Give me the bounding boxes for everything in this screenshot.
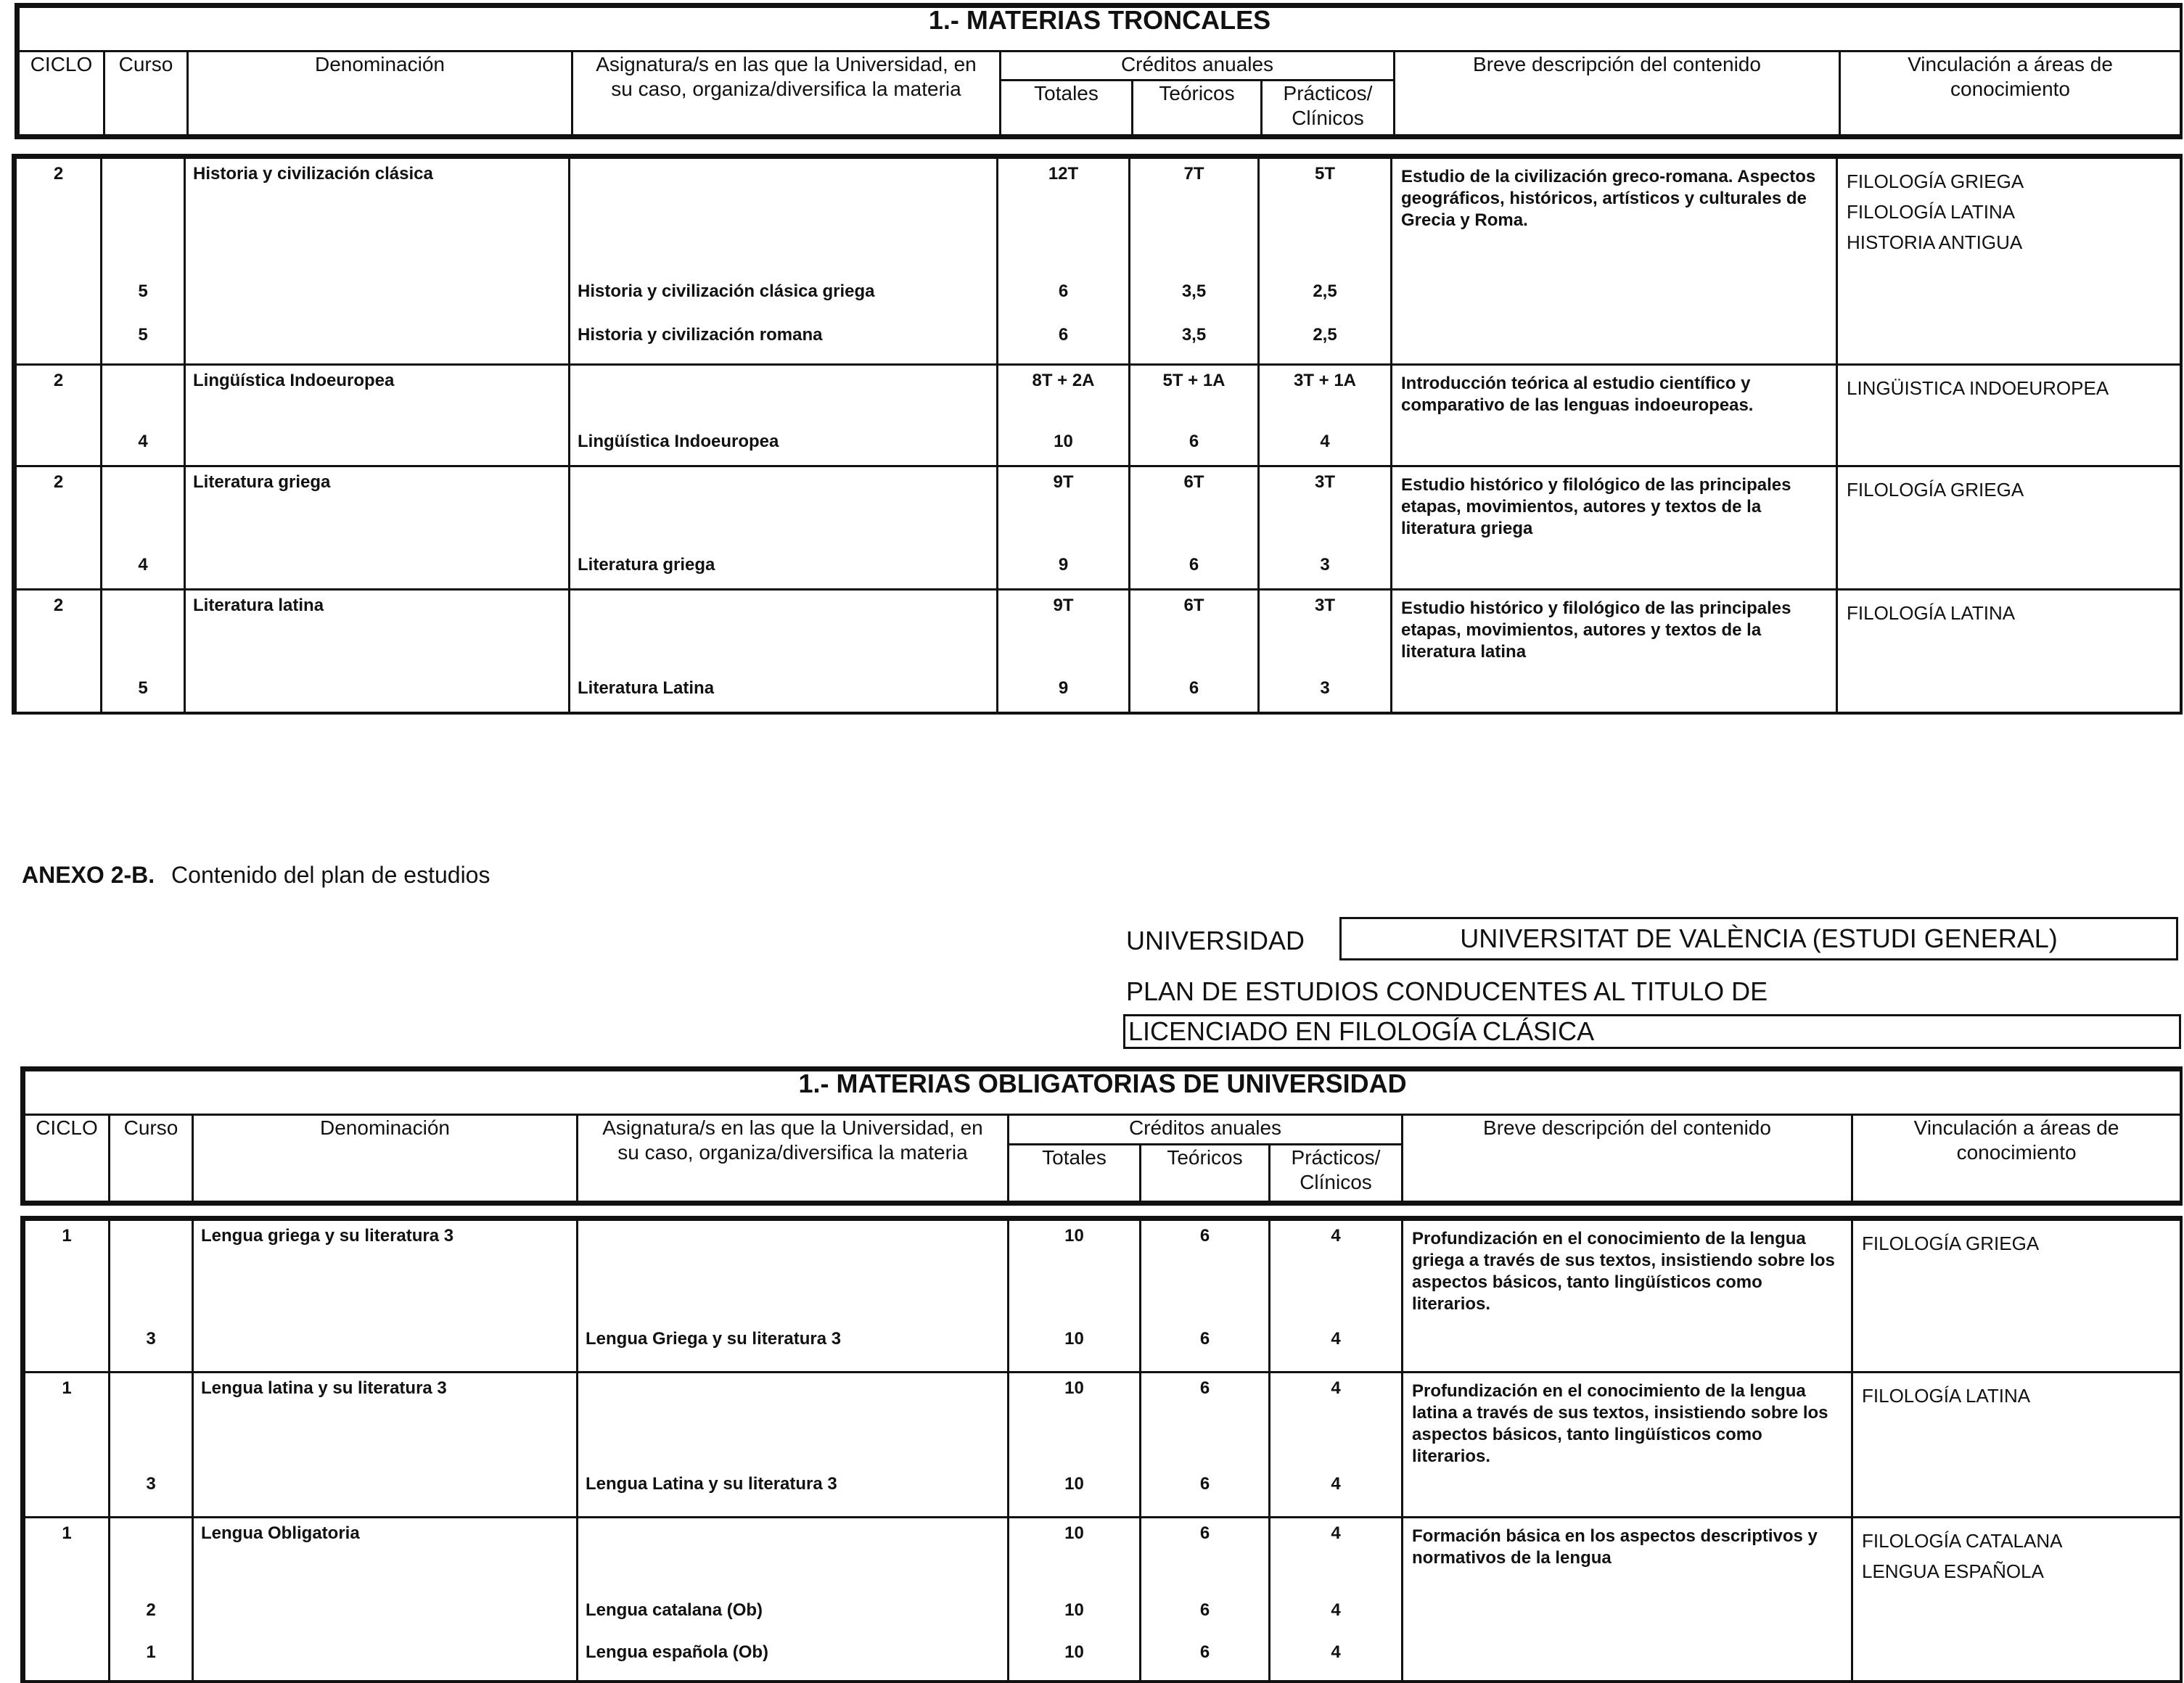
practicos-cell xyxy=(1270,1373,1403,1518)
sub-curso-value: 4 xyxy=(138,432,148,451)
obligatorias-header xyxy=(20,1066,2183,1206)
sub-teoricos-value: 6 xyxy=(1199,1474,1210,1494)
sub-practicos-value: 3 xyxy=(1320,555,1330,575)
ciclo-cell xyxy=(25,1373,110,1518)
subject-group xyxy=(16,158,2181,365)
descripcion-cell xyxy=(1392,158,1837,365)
ciclo-cell xyxy=(25,1518,110,1682)
subject-group xyxy=(25,1373,2181,1518)
descripcion-text: Introducción teórica al estudio científico y comparativo de las lenguas indoeuropeas. xyxy=(1401,374,1754,415)
header-descripcion: Breve descripción del contenido xyxy=(1395,52,1840,136)
sub-teoricos-value: 6 xyxy=(1199,1329,1210,1349)
ciclo-value: 1 xyxy=(62,1226,72,1246)
denominacion-value: Lingüística Indoeuropea xyxy=(193,371,395,390)
header-practicos: Prácticos/ Clínicos xyxy=(1270,1145,1403,1202)
ciclo-value: 1 xyxy=(62,1523,72,1543)
curso-cell xyxy=(102,158,185,365)
subject-group xyxy=(25,1220,2181,1373)
teoricos-value: 6 xyxy=(1199,1226,1210,1246)
descripcion-cell xyxy=(1392,590,1837,713)
ciclo-value: 2 xyxy=(53,596,64,615)
practicos-value: 4 xyxy=(1331,1523,1341,1543)
header-practicos: Prácticos/ Clínicos xyxy=(1262,80,1395,135)
practicos-cell xyxy=(1259,158,1392,365)
denominacion-value: Lengua Obligatoria xyxy=(201,1523,360,1543)
sub-curso-value: 3 xyxy=(146,1329,156,1349)
curso-cell xyxy=(102,466,185,590)
vinculacion-cell xyxy=(1852,1373,2181,1518)
teoricos-cell xyxy=(1130,590,1259,713)
totales-value: 10 xyxy=(1064,1378,1084,1398)
header-vinculacion: Vinculación a áreas de conocimiento xyxy=(1840,52,2181,136)
teoricos-cell xyxy=(1141,1373,1270,1518)
denominacion-cell xyxy=(193,1220,578,1373)
denominacion-value: Literatura griega xyxy=(193,472,331,492)
totales-value: 10 xyxy=(1064,1523,1084,1543)
troncales-body xyxy=(12,154,2183,715)
descripcion-text: Estudio histórico y filológico de las principales etapas, movimientos, autores y textos de la literatura griega xyxy=(1401,475,1791,538)
sub-practicos-value: 4 xyxy=(1320,432,1330,451)
header-curso: Curso xyxy=(104,52,188,136)
ciclo-cell xyxy=(16,466,102,590)
curso-cell xyxy=(110,1518,193,1682)
teoricos-value: 6 xyxy=(1199,1523,1210,1543)
sub-asignatura-value: Lengua Latina y su literatura 3 xyxy=(586,1474,837,1494)
practicos-value: 3T xyxy=(1314,472,1335,492)
totales-value: 9T xyxy=(1053,596,1074,615)
area-label: FILOLOGÍA CATALANA xyxy=(1862,1530,2063,1552)
ciclo-value: 2 xyxy=(53,472,64,492)
totales-value: 9T xyxy=(1053,472,1074,492)
subject-group xyxy=(16,365,2181,466)
descripcion-cell xyxy=(1403,1220,1852,1373)
asignatura-cell xyxy=(578,1373,1009,1518)
header-ciclo: CICLO xyxy=(25,1115,110,1202)
asignatura-cell xyxy=(570,590,998,713)
header-descripcion: Breve descripción del contenido xyxy=(1403,1115,1852,1202)
sub-teoricos-value: 6 xyxy=(1199,1642,1210,1662)
practicos-cell xyxy=(1259,466,1392,590)
area-label: FILOLOGÍA LATINA xyxy=(1862,1385,2031,1407)
descripcion-cell xyxy=(1392,365,1837,466)
sub-teoricos-value: 6 xyxy=(1199,1600,1210,1620)
plan-label: PLAN DE ESTUDIOS CONDUCENTES AL TITULO DE xyxy=(1126,976,1768,1006)
vinculacion-cell xyxy=(1837,466,2181,590)
practicos-value: 4 xyxy=(1331,1378,1341,1398)
practicos-cell xyxy=(1270,1518,1403,1682)
denominacion-value: Lengua latina y su literatura 3 xyxy=(201,1378,447,1398)
header-teoricos: Teóricos xyxy=(1141,1145,1270,1202)
denominacion-cell xyxy=(185,466,570,590)
asignatura-cell xyxy=(570,158,998,365)
sub-teoricos-value: 6 xyxy=(1189,678,1199,698)
annex-text: Contenido del plan de estudios xyxy=(171,862,490,888)
teoricos-value: 6T xyxy=(1183,472,1204,492)
ciclo-cell xyxy=(16,590,102,713)
header-ciclo: CICLO xyxy=(19,52,104,136)
denominacion-value: Lengua griega y su literatura 3 xyxy=(201,1226,454,1246)
teoricos-value: 6T xyxy=(1183,596,1204,615)
vinculacion-cell xyxy=(1852,1220,2181,1373)
sub-curso-value: 5 xyxy=(138,281,148,301)
sub-practicos-value: 2,5 xyxy=(1313,281,1337,301)
teoricos-cell xyxy=(1130,466,1259,590)
sub-curso-value: 2 xyxy=(146,1600,156,1620)
subject-group xyxy=(16,466,2181,590)
university-label: UNIVERSIDAD xyxy=(1126,926,1305,955)
asignatura-cell xyxy=(578,1220,1009,1373)
sub-practicos-value: 4 xyxy=(1331,1474,1341,1494)
sub-totales-value: 10 xyxy=(1064,1600,1084,1620)
area-label: LENGUA ESPAÑOLA xyxy=(1862,1560,2044,1582)
header-totales: Totales xyxy=(1009,1145,1141,1202)
obligatorias-rows xyxy=(25,1220,2181,1682)
ciclo-cell xyxy=(16,158,102,365)
header-creditos: Créditos anuales xyxy=(1009,1115,1403,1145)
curso-cell xyxy=(110,1373,193,1518)
sub-totales-value: 10 xyxy=(1054,432,1073,451)
denominacion-value: Historia y civilización clásica xyxy=(193,164,433,184)
practicos-cell xyxy=(1270,1220,1403,1373)
teoricos-value: 6 xyxy=(1199,1378,1210,1398)
degree-text: LICENCIADO EN FILOLOGÍA CLÁSICA xyxy=(1128,1016,1595,1046)
sub-teoricos-value: 3,5 xyxy=(1181,281,1207,301)
header-teoricos: Teóricos xyxy=(1133,80,1262,135)
descripcion-cell xyxy=(1392,466,1837,590)
vinculacion-cell xyxy=(1837,158,2181,365)
descripcion-text: Estudio de la civilización greco-romana. Aspectos geográficos, históricos, artísticos y culturales de Grecia y Roma. xyxy=(1401,167,1816,230)
sub-curso-value: 5 xyxy=(138,325,148,345)
denominacion-cell xyxy=(193,1373,578,1518)
ciclo-value: 2 xyxy=(53,164,64,184)
header-totales: Totales xyxy=(1001,80,1133,135)
sub-curso-value: 5 xyxy=(138,678,148,698)
ciclo-value: 1 xyxy=(62,1378,72,1398)
troncales-rows xyxy=(16,158,2181,713)
sub-practicos-value: 4 xyxy=(1331,1600,1341,1620)
area-label: LINGÜISTICA INDOEUROPEA xyxy=(1847,377,2109,399)
area-label: FILOLOGÍA GRIEGA xyxy=(1847,170,2024,192)
sub-asignatura-value: Literatura Latina xyxy=(578,678,715,698)
obligatorias-title: 1.- MATERIAS OBLIGATORIAS DE UNIVERSIDAD xyxy=(25,1071,2181,1115)
sub-practicos-value: 3 xyxy=(1320,678,1330,698)
curso-cell xyxy=(102,590,185,713)
ciclo-cell xyxy=(25,1220,110,1373)
teoricos-cell xyxy=(1130,158,1259,365)
sub-totales-value: 10 xyxy=(1064,1329,1084,1349)
troncales-title: 1.- MATERIAS TRONCALES xyxy=(19,7,2181,52)
totales-cell xyxy=(998,158,1130,365)
degree-box xyxy=(1123,1014,2181,1049)
teoricos-cell xyxy=(1141,1518,1270,1682)
teoricos-value: 5T + 1A xyxy=(1162,371,1226,390)
sub-asignatura-value: Historia y civilización clásica griega xyxy=(578,281,875,301)
sub-totales-value: 9 xyxy=(1058,678,1069,698)
teoricos-value: 7T xyxy=(1183,164,1204,184)
annex-label: ANEXO 2-B. xyxy=(22,862,155,888)
practicos-value: 3T xyxy=(1314,596,1335,615)
denominacion-value: Literatura latina xyxy=(193,596,324,615)
header-creditos: Créditos anuales xyxy=(1001,52,1395,81)
sub-practicos-value: 4 xyxy=(1331,1642,1341,1662)
header-asignaturas: Asignatura/s en las que la Universidad, en su caso, organiza/diversifica la materia xyxy=(578,1115,1009,1202)
sub-totales-value: 6 xyxy=(1058,281,1069,301)
university-name xyxy=(1339,917,2178,960)
sub-asignatura-value: Lengua catalana (Ob) xyxy=(586,1600,763,1620)
university-name-text: UNIVERSITAT DE VALÈNCIA (ESTUDI GENERAL) xyxy=(1460,923,2058,953)
denominacion-cell xyxy=(185,590,570,713)
descripcion-text: Estudio histórico y filológico de las principales etapas, movimientos, autores y textos de la literatura latina xyxy=(1401,598,1791,662)
ciclo-cell xyxy=(16,365,102,466)
totales-cell xyxy=(1009,1220,1141,1373)
sub-curso-value: 1 xyxy=(146,1642,156,1662)
vinculacion-cell xyxy=(1837,365,2181,466)
sub-totales-value: 10 xyxy=(1064,1474,1084,1494)
area-label: FILOLOGÍA LATINA xyxy=(1847,602,2016,624)
sub-practicos-value: 2,5 xyxy=(1313,325,1337,345)
vinculacion-cell xyxy=(1837,590,2181,713)
subject-group xyxy=(25,1518,2181,1682)
asignatura-cell xyxy=(578,1518,1009,1682)
curso-cell xyxy=(110,1220,193,1373)
sub-totales-value: 10 xyxy=(1064,1642,1084,1662)
sub-practicos-value: 4 xyxy=(1331,1329,1341,1349)
asignatura-cell xyxy=(570,365,998,466)
practicos-value: 5T xyxy=(1314,164,1335,184)
sub-teoricos-value: 6 xyxy=(1189,432,1199,451)
header-denominacion: Denominación xyxy=(193,1115,578,1202)
descripcion-cell xyxy=(1403,1373,1852,1518)
sub-asignatura-value: Lingüística Indoeuropea xyxy=(578,432,779,451)
area-label: FILOLOGÍA LATINA xyxy=(1847,201,2016,223)
annex-heading xyxy=(22,862,490,889)
practicos-cell xyxy=(1259,365,1392,466)
sub-totales-value: 9 xyxy=(1058,555,1069,575)
descripcion-text: Profundización en el conocimiento de la lengua latina a través de sus textos, insistiendo sobre los aspectos básicos, tanto lingüísticos como literarios. xyxy=(1412,1381,1828,1466)
totales-value: 10 xyxy=(1064,1226,1084,1246)
header-curso: Curso xyxy=(110,1115,193,1202)
area-label: HISTORIA ANTIGUA xyxy=(1847,231,2023,253)
sub-asignatura-value: Historia y civilización romana xyxy=(578,325,823,345)
sub-asignatura-value: Lengua española (Ob) xyxy=(586,1642,769,1662)
asignatura-cell xyxy=(570,466,998,590)
sub-curso-value: 3 xyxy=(146,1474,156,1494)
descripcion-cell xyxy=(1403,1518,1852,1682)
teoricos-cell xyxy=(1130,365,1259,466)
totales-cell xyxy=(1009,1518,1141,1682)
denominacion-cell xyxy=(193,1518,578,1682)
totales-cell xyxy=(998,365,1130,466)
totales-value: 12T xyxy=(1048,164,1079,184)
area-label: FILOLOGÍA GRIEGA xyxy=(1862,1233,2040,1254)
denominacion-cell xyxy=(185,365,570,466)
header-asignaturas: Asignatura/s en las que la Universidad, en su caso, organiza/diversifica la materia xyxy=(572,52,1001,136)
totales-cell xyxy=(1009,1373,1141,1518)
troncales-header xyxy=(15,3,2183,139)
denominacion-cell xyxy=(185,158,570,365)
sub-asignatura-value: Literatura griega xyxy=(578,555,715,575)
area-label: FILOLOGÍA GRIEGA xyxy=(1847,479,2024,501)
totales-value: 8T + 2A xyxy=(1032,371,1095,390)
vinculacion-cell xyxy=(1852,1518,2181,1682)
practicos-value: 4 xyxy=(1331,1226,1341,1246)
totales-cell xyxy=(998,590,1130,713)
practicos-value: 3T + 1A xyxy=(1293,371,1357,390)
descripcion-text: Formación básica en los aspectos descriptivos y normativos de la lengua xyxy=(1412,1526,1818,1568)
curso-cell xyxy=(102,365,185,466)
ciclo-value: 2 xyxy=(53,371,64,390)
sub-asignatura-value: Lengua Griega y su literatura 3 xyxy=(586,1329,842,1349)
sub-teoricos-value: 6 xyxy=(1189,555,1199,575)
sub-totales-value: 6 xyxy=(1058,325,1069,345)
sub-curso-value: 4 xyxy=(138,555,148,575)
header-denominacion: Denominación xyxy=(188,52,572,136)
practicos-cell xyxy=(1259,590,1392,713)
subject-group xyxy=(16,590,2181,713)
header-vinculacion: Vinculación a áreas de conocimiento xyxy=(1852,1115,2181,1202)
sub-teoricos-value: 3,5 xyxy=(1181,325,1207,345)
teoricos-cell xyxy=(1141,1220,1270,1373)
descripcion-text: Profundización en el conocimiento de la lengua griega a través de sus textos, insistiendo sobre los aspectos básicos, tanto lingüísticos como literarios. xyxy=(1412,1229,1835,1314)
totales-cell xyxy=(998,466,1130,590)
obligatorias-body xyxy=(20,1216,2183,1683)
